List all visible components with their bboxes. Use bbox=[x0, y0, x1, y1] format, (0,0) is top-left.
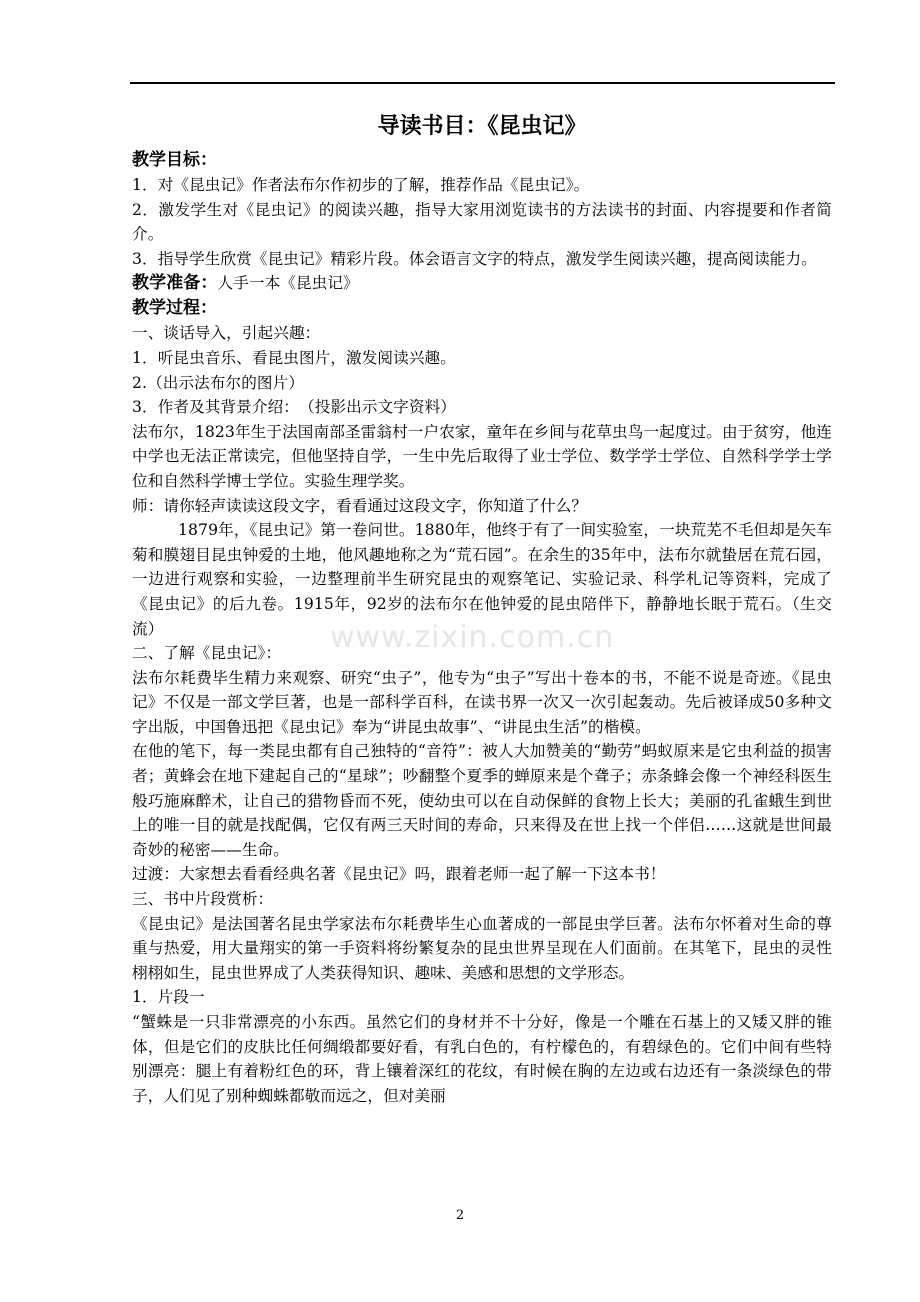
bio-paragraph: 法布尔，1823年生于法国南部圣雷翁村一户农家，童年在乡间与花草虫鸟一起度过。由于贫穷，他连中学也无法正常读完，但他坚持自学，一生中先后取得了业士学位、数学学士学位、自然科学学士学位和自然科学博士学位。实验生理学奖。 bbox=[132, 422, 832, 490]
prep-line bbox=[132, 271, 832, 296]
process-heading: 教学过程： bbox=[132, 298, 217, 319]
about-paragraph-1: 法布尔耗费毕生精力来观察、研究“虫子”，他专为“虫子”写出十卷本的书，不能不说是奇迹。《昆虫记》不仅是一部文学巨著，也是一部科学百科，在读书界一次又一次引起轰动。先后被译成50多种文字出版，中国鲁迅把《昆虫记》奉为“讲昆虫故事”、“讲昆虫生活”的楷模。 bbox=[132, 668, 832, 736]
about-paragraph-2: 在他的笔下，每一类昆虫都有自己独特的“音符”：被人大加赞美的“勤劳”蚂蚁原来是它虫利益的损害者；黄蜂会在地下建起自己的“星球”；吵翻整个夏季的蝉原来是个聋子；赤条蜂会像一个神经科医生般巧施麻醉术，让自己的猎物昏而不死，使幼虫可以在自动保鲜的食物上长大；美丽的孔雀蛾生到世上的唯一目的就是找配偶，它仅有两三天时间的寿命，只来得及在世上找一个伴侣……这就是世间最奇妙的秘密——生命。 bbox=[132, 742, 832, 859]
goal-item: 3．指导学生欣赏《昆虫记》精彩片段。体会语言文字的特点，激发学生阅读兴趣，提高阅读能力。 bbox=[132, 249, 817, 268]
prep-label: 教学准备： bbox=[132, 273, 218, 294]
section-heading-3: 三、书中片段赏析： bbox=[132, 890, 274, 909]
excerpt-label: 1．片段一 bbox=[132, 988, 205, 1007]
teacher-question: 师：请你轻声读读这段文字，看看通过这段文字，你知道了什么？ bbox=[132, 496, 588, 515]
document-title: 导读书目：《昆虫记》 bbox=[377, 113, 587, 139]
document-body bbox=[132, 106, 832, 1108]
section-heading-1: 一、谈话导入，引起兴趣： bbox=[132, 324, 321, 343]
excerpt-paragraph: “蟹蛛是一只非常漂亮的小东西。虽然它们的身材并不十分好，像是一个雕在石基上的又矮又胖的锥体，但是它们的皮肤比任何绸缎都要好看，有乳白色的，有柠檬色的，有碧绿色的。它们中间有些特别漂亮：腿上有着粉红色的环，背上镶着深红的花纹，有时候在胸的左边或右边还有一条淡绿色的带子，人们见了别种蜘蛛都敬而远之，但对美丽 bbox=[132, 1013, 832, 1105]
goal-item: 1．对《昆虫记》作者法布尔作初步的了解，推荐作品《昆虫记》。 bbox=[132, 176, 590, 194]
prep-text: 人手一本《昆虫记》 bbox=[217, 274, 359, 293]
appreciation-paragraph: 《昆虫记》是法国著名昆虫学家法布尔耗费毕生心血著成的一部昆虫学巨著。法布尔怀着对生命的尊重与热爱，用大量翔实的第一手资料将纷繁复杂的昆虫世界呈现在人们面前。在其笔下，昆虫的灵性栩栩如生，昆虫世界成了人类获得知识、趣味、美感和思想的文学形态。 bbox=[132, 914, 832, 982]
page-number: 2 bbox=[455, 1208, 465, 1223]
step-item: 2.（出示法布尔的图片） bbox=[132, 373, 305, 392]
watermark: www.zixin.com.cn bbox=[330, 620, 615, 655]
life-paragraph: 1879年，《昆虫记》第一卷问世。1880年，他终于有了一间实验室，一块荒芜不毛但却是矢车菊和膜翅目昆虫钟爱的土地，他风趣地称之为“荒石园”。在余生的35年中，法布尔就蛰居在荒石园，一边进行观察和实验，一边整理前半生研究昆虫的观察笔记、实验记录、科学札记等资料，完成了《昆虫记》的后九卷。1915年，92岁的法布尔在他钟爱的昆虫陪伴下，静静地长眠于荒石。（生交流） bbox=[132, 521, 832, 638]
section-heading-2: 二、了解《昆虫记》： bbox=[132, 644, 282, 663]
step-item: 3．作者及其背景介绍： （投影出示文字资料） bbox=[132, 398, 456, 417]
step-item: 1．听昆虫音乐、看昆虫图片，激发阅读兴趣。 bbox=[132, 348, 456, 367]
goal-item: 2．激发学生对《昆虫记》的阅读兴趣，指导大家用浏览读书的方法读书的封面、内容提要和作者简介。 bbox=[132, 200, 832, 244]
header-rule bbox=[130, 82, 835, 84]
transition-line: 过渡：大家想去看看经典名著《昆虫记》吗，跟着老师一起了解一下这本书！ bbox=[132, 865, 666, 884]
goals-heading: 教学目标： bbox=[132, 150, 217, 170]
